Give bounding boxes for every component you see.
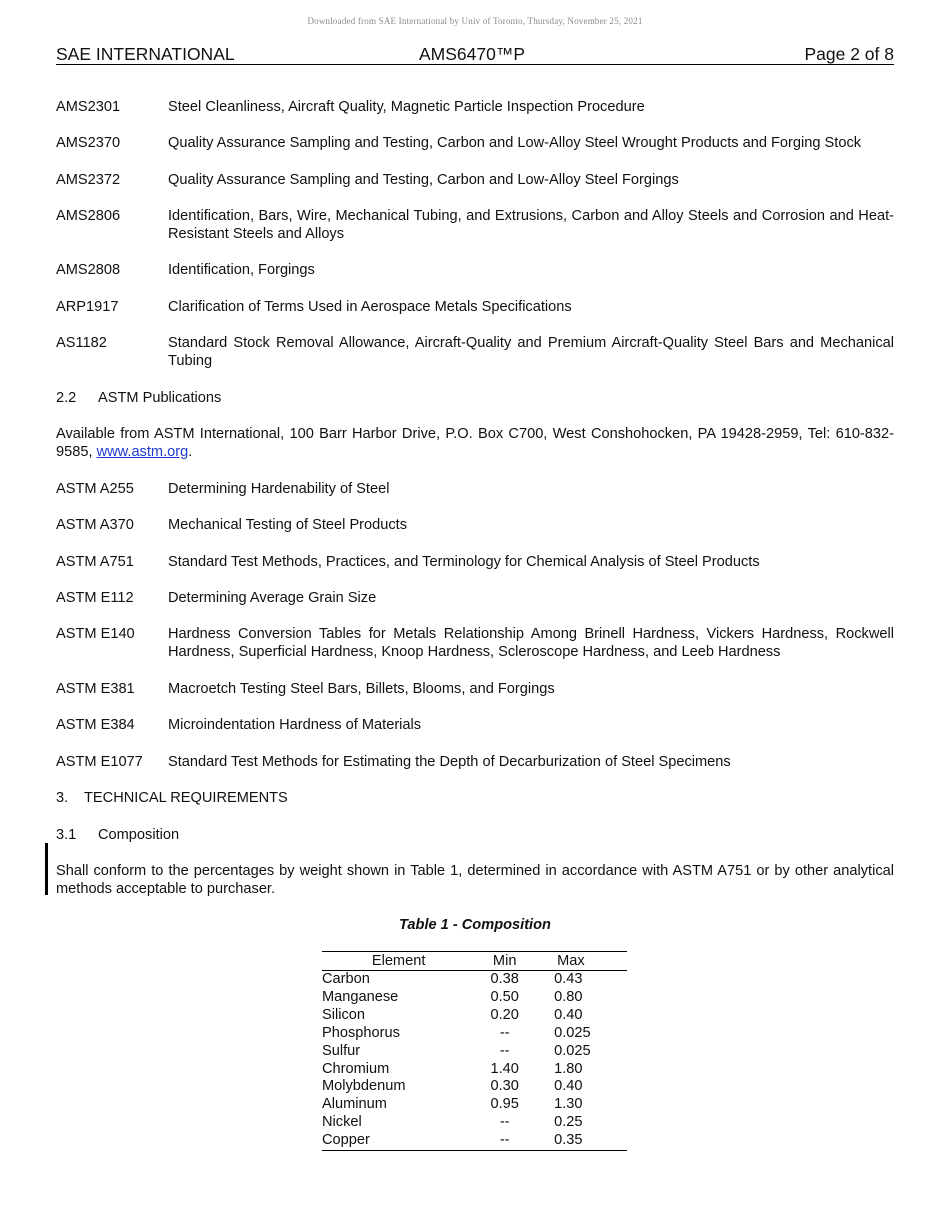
reference-code: AMS2370 — [56, 135, 121, 151]
cell-element: Molybdenum — [322, 1078, 406, 1095]
reference-code: ASTM E384 — [56, 717, 135, 733]
reference-code: ASTM A255 — [56, 481, 134, 497]
cell-element: Carbon — [322, 971, 370, 987]
reference-code: ASTM E140 — [56, 626, 135, 642]
reference-title: Determining Hardenability of Steel — [168, 481, 390, 497]
cell-max: 0.025 — [554, 1024, 591, 1041]
reference-item — [56, 480, 894, 498]
cell-min: 1.40 — [490, 1060, 519, 1077]
reference-code: ARP1917 — [56, 299, 119, 315]
reference-code: ASTM E112 — [56, 590, 134, 606]
reference-title: Standard Stock Removal Allowance, Aircraft-Quality and Premium Aircraft-Quality Steel Bars and Mechanical Tubing — [168, 335, 894, 369]
section-title: Composition — [98, 827, 180, 843]
reference-code: ASTM E1077 — [56, 754, 143, 770]
revision-change-bar — [45, 843, 48, 895]
composition-paragraph: Shall conform to the percentages by weight shown in Table 1, determined in accordance with ASTM A751 or by other analytical methods acceptable to purchaser. — [56, 863, 894, 897]
table-row — [322, 1025, 627, 1043]
table-row — [322, 1114, 627, 1132]
cell-max: 1.30 — [554, 1096, 583, 1113]
section-heading-technical-requirements — [56, 789, 288, 807]
reference-item — [56, 134, 894, 152]
reference-item — [56, 553, 894, 571]
header-max: Max — [557, 953, 585, 969]
reference-title: Quality Assurance Sampling and Testing, Carbon and Low-Alloy Steel Wrought Products and Forging Stock — [168, 135, 862, 151]
reference-title: Standard Test Methods, Practices, and Terminology for Chemical Analysis of Steel Products — [168, 554, 760, 570]
cell-element: Chromium — [322, 1060, 390, 1077]
cell-element: Aluminum — [322, 1096, 387, 1113]
reference-code: AMS2806 — [56, 208, 121, 224]
astm-availability-paragraph — [56, 425, 894, 461]
section-heading-composition — [56, 826, 179, 844]
table-row — [322, 1007, 627, 1025]
reference-title: Identification, Bars, Wire, Mechanical Tubing, and Extrusions, Carbon and Alloy Steels and Corrosion and Heat-Resistant Steels and Alloys — [168, 208, 894, 242]
reference-code: ASTM A370 — [56, 517, 134, 533]
cell-element: Phosphorus — [322, 1024, 400, 1041]
reference-code: AS1182 — [56, 335, 107, 351]
section-title: TECHNICAL REQUIREMENTS — [84, 790, 288, 806]
cell-element: Manganese — [322, 988, 399, 1005]
table-row — [322, 989, 627, 1007]
cell-min: 0.95 — [490, 1096, 519, 1113]
reference-item — [56, 207, 894, 243]
header-publisher: SAE INTERNATIONAL — [56, 44, 235, 64]
cell-min: 0.38 — [490, 971, 519, 987]
reference-code: ASTM A751 — [56, 554, 134, 570]
cell-min: 0.50 — [490, 988, 519, 1005]
astm-website-link[interactable]: www.astm.org — [96, 444, 189, 460]
cell-max: 0.025 — [554, 1042, 591, 1059]
download-watermark: Downloaded from SAE International by Univ of Toronto, Thursday, November 25, 2021 — [307, 16, 643, 26]
page-header — [56, 44, 894, 65]
header-page-number: Page 2 of 8 — [804, 44, 894, 64]
reference-item — [56, 625, 894, 661]
reference-item — [56, 716, 894, 734]
cell-min: -- — [499, 1024, 510, 1041]
cell-max: 0.35 — [554, 1132, 583, 1149]
cell-max: 0.40 — [554, 1078, 583, 1095]
header-doc-number: AMS6470™P — [419, 44, 526, 64]
cell-min: 0.30 — [490, 1078, 519, 1095]
section-heading-astm — [56, 389, 221, 407]
cell-max: 0.43 — [554, 971, 583, 987]
reference-title: Clarification of Terms Used in Aerospace Metals Specifications — [168, 299, 572, 315]
reference-title: Standard Test Methods for Estimating the Depth of Decarburization of Steel Specimens — [168, 754, 731, 770]
reference-title: Identification, Forgings — [168, 262, 315, 278]
cell-element: Silicon — [322, 1006, 365, 1023]
cell-min: -- — [499, 1114, 510, 1131]
reference-title: Quality Assurance Sampling and Testing, Carbon and Low-Alloy Steel Forgings — [168, 172, 679, 188]
reference-title: Macroetch Testing Steel Bars, Billets, Blooms, and Forgings — [168, 681, 555, 697]
reference-item — [56, 98, 894, 116]
reference-code: AMS2301 — [56, 99, 121, 115]
reference-item — [56, 589, 894, 607]
reference-code: AMS2372 — [56, 172, 121, 188]
reference-title: Hardness Conversion Tables for Metals Relationship Among Brinell Hardness, Vickers Hardness, Rockwell Hardness, Superficial Hardness, Knoop Hardness, Scleroscope Hardness, and Leeb Hardness — [168, 626, 894, 660]
section-title: ASTM Publications — [98, 390, 222, 406]
cell-element: Nickel — [322, 1114, 362, 1131]
reference-item — [56, 298, 894, 316]
table-row — [322, 1061, 627, 1079]
cell-element: Sulfur — [322, 1042, 361, 1059]
reference-title: Steel Cleanliness, Aircraft Quality, Magnetic Particle Inspection Procedure — [168, 99, 645, 115]
composition-table — [322, 951, 627, 1151]
reference-code: AMS2808 — [56, 262, 121, 278]
table-header-row — [322, 952, 627, 971]
cell-max: 0.40 — [554, 1006, 583, 1023]
cell-max: 0.25 — [554, 1114, 583, 1131]
reference-item — [56, 334, 894, 370]
availability-end: . — [188, 444, 193, 460]
reference-code: ASTM E381 — [56, 681, 135, 697]
section-number: 3. — [56, 790, 69, 806]
table-row — [322, 1043, 627, 1061]
cell-min: 0.20 — [490, 1006, 519, 1023]
table-row — [322, 1078, 627, 1096]
header-element: Element — [371, 953, 426, 969]
section-number: 3.1 — [56, 827, 77, 843]
availability-text: Available from ASTM International, 100 Barr Harbor Drive, P.O. Box C700, West Conshohocken, PA 19428-2959, Tel: 610-832-9585, — [56, 426, 894, 460]
table-title: Table 1 - Composition — [399, 917, 551, 933]
reference-title: Mechanical Testing of Steel Products — [168, 517, 408, 533]
cell-element: Copper — [322, 1132, 370, 1149]
table-row — [322, 971, 627, 989]
table-row — [322, 1096, 627, 1114]
header-min: Min — [492, 953, 517, 969]
table-row — [322, 1132, 627, 1150]
reference-item — [56, 680, 894, 698]
reference-item — [56, 171, 894, 189]
cell-min: -- — [499, 1132, 510, 1149]
reference-item — [56, 753, 894, 771]
reference-item — [56, 516, 894, 534]
reference-item — [56, 261, 894, 279]
cell-min: -- — [499, 1042, 510, 1059]
section-number: 2.2 — [56, 390, 77, 406]
reference-title: Determining Average Grain Size — [168, 590, 377, 606]
cell-max: 0.80 — [554, 988, 583, 1005]
cell-max: 1.80 — [554, 1060, 583, 1077]
reference-title: Microindentation Hardness of Materials — [168, 717, 422, 733]
